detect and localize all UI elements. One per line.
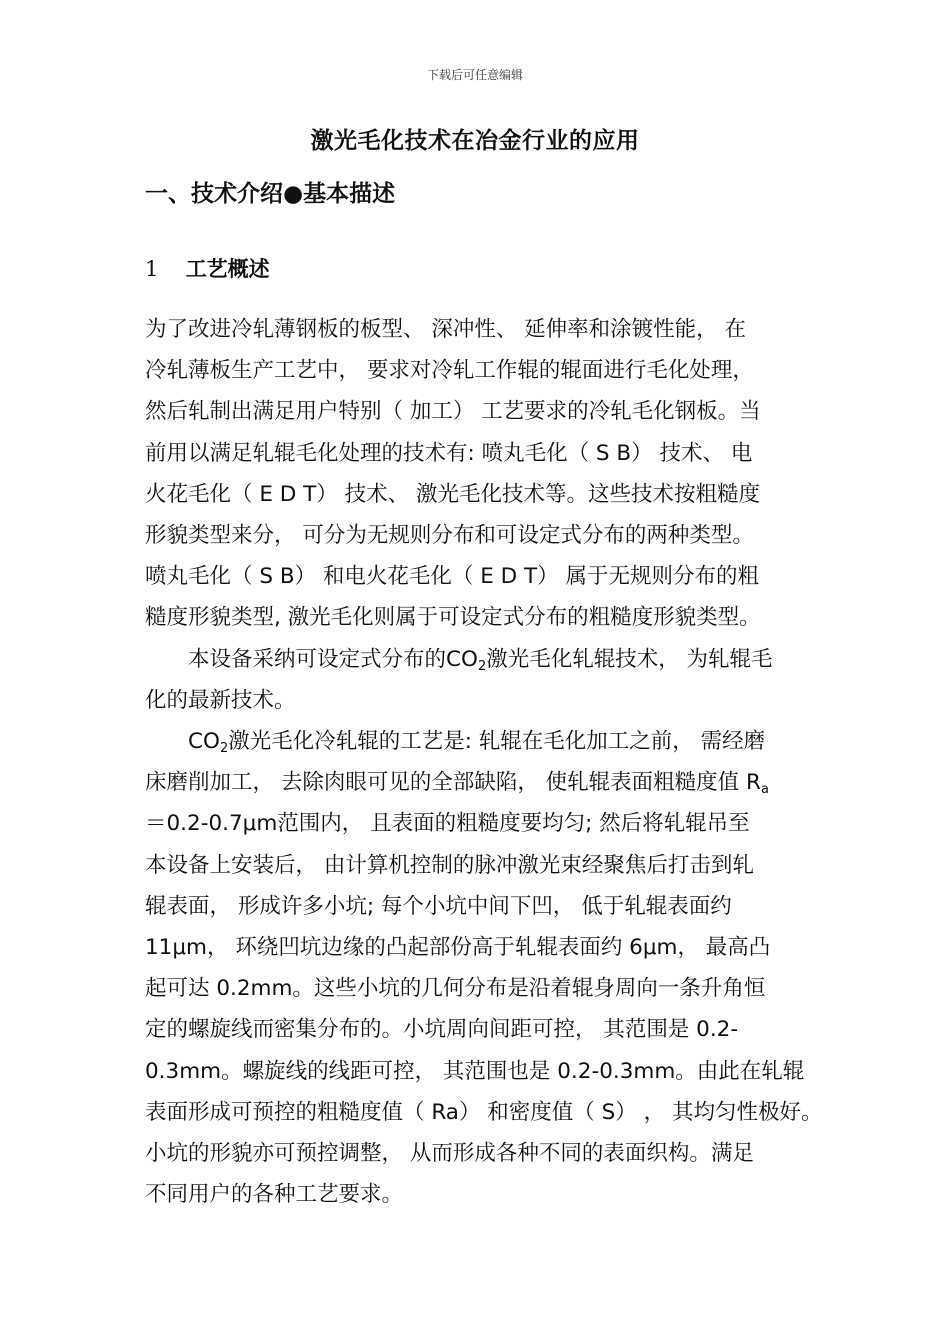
text-line: ＝0.2-0.7μm范围内， 且表面的粗糙度要均匀; 然后将轧辊吊至 (145, 811, 750, 837)
text-line: 起可达 0.2mm。这些小坑的几何分布是沿着辊身周向一条升角恒 (145, 976, 766, 1002)
paragraph-equipment (145, 639, 773, 721)
text-segment: 本设备采纳可设定式分布的CO (188, 647, 478, 672)
subsection-heading (145, 253, 270, 283)
subscript: 2 (219, 741, 229, 756)
text-line (145, 721, 822, 762)
text-line: 为了改进冷轧薄钢板的板型、 深冲性、 延伸率和涂镀性能， 在 (145, 317, 747, 342)
document-title: 激光毛化技术在冶金行业的应用 (310, 128, 640, 154)
text-line (145, 762, 822, 803)
subsection-title: 工艺概述 (185, 257, 270, 281)
text-line: 冷轧薄板生产工艺中， 要求对冷轧工作辊的辊面进行毛化处理， (145, 358, 754, 384)
subscript: 2 (477, 659, 487, 674)
text-line: 不同用户的各种工艺要求。 (145, 1182, 404, 1208)
text-line: 11μm， 环绕凹坑边缘的凸起部份高于轧辊表面约 6μm， 最高凸 (145, 934, 771, 960)
section-heading: 一、技术介绍●基本描述 (145, 181, 396, 207)
text-line: 化的最新技术。 (145, 688, 296, 714)
text-line: 本设备上安装后， 由计算机控制的脉冲激光束经聚焦后打击到轧 (145, 852, 754, 878)
text-line: 糙度形貌类型, 激光毛化则属于可设定式分布的粗糙度形貌类型。 (145, 605, 761, 631)
page-header: 下载后可任意编辑 (426, 68, 523, 82)
text-segment: 床磨削加工， 去除肉眼可见的全部缺陷， 使轧辊表面粗糙度值 R (145, 770, 761, 796)
text-line: 定的螺旋线而密集分布的。小坑周向间距可控， 其范围是 0.2- (145, 1017, 739, 1043)
text-line: 表面形成可预控的粗糙度值（ Ra） 和密度值（ S） ， 其均匀性极好。 (145, 1099, 823, 1125)
text-line: 火花毛化（ E D T） 技术、 激光毛化技术等。这些技术按粗糙度 (145, 481, 760, 507)
text-line: 喷丸毛化（ S B） 和电火花毛化（ E D T） 属于无规则分布的粗 (145, 564, 760, 590)
text-line: 辊表面， 形成许多小坑; 每个小坑中间下凹， 低于轧辊表面约 (145, 893, 732, 919)
text-line (145, 639, 773, 680)
paragraph-overview (145, 309, 761, 639)
text-line: 前用以满足轧辊毛化处理的技术有: 喷丸毛化（ S B） 技术、 电 (145, 440, 753, 466)
text-segment: 激光毛化冷轧辊的工艺是: 轧辊在毛化加工之前， 需经磨 (228, 729, 766, 754)
text-line: 小坑的形貌亦可预控调整， 从而形成各种不同的表面织构。满足 (145, 1140, 754, 1166)
text-line: 然后轧制出满足用户特别（ 加工） 工艺要求的冷轧毛化钢板。当 (145, 399, 761, 425)
text-segment: CO (188, 729, 220, 754)
text-line: 0.3mm。螺旋线的线距可控， 其范围也是 0.2-0.3mm。由此在轧辊 (145, 1058, 805, 1084)
paragraph-process (145, 721, 822, 1215)
subsection-number: 1 (145, 257, 159, 281)
text-line: 形貌类型来分， 可分为无规则分布和可设定式分布的两种类型。 (145, 522, 754, 548)
subscript: a (760, 782, 769, 798)
text-segment: 激光毛化轧辊技术， 为轧辊毛 (486, 647, 773, 672)
